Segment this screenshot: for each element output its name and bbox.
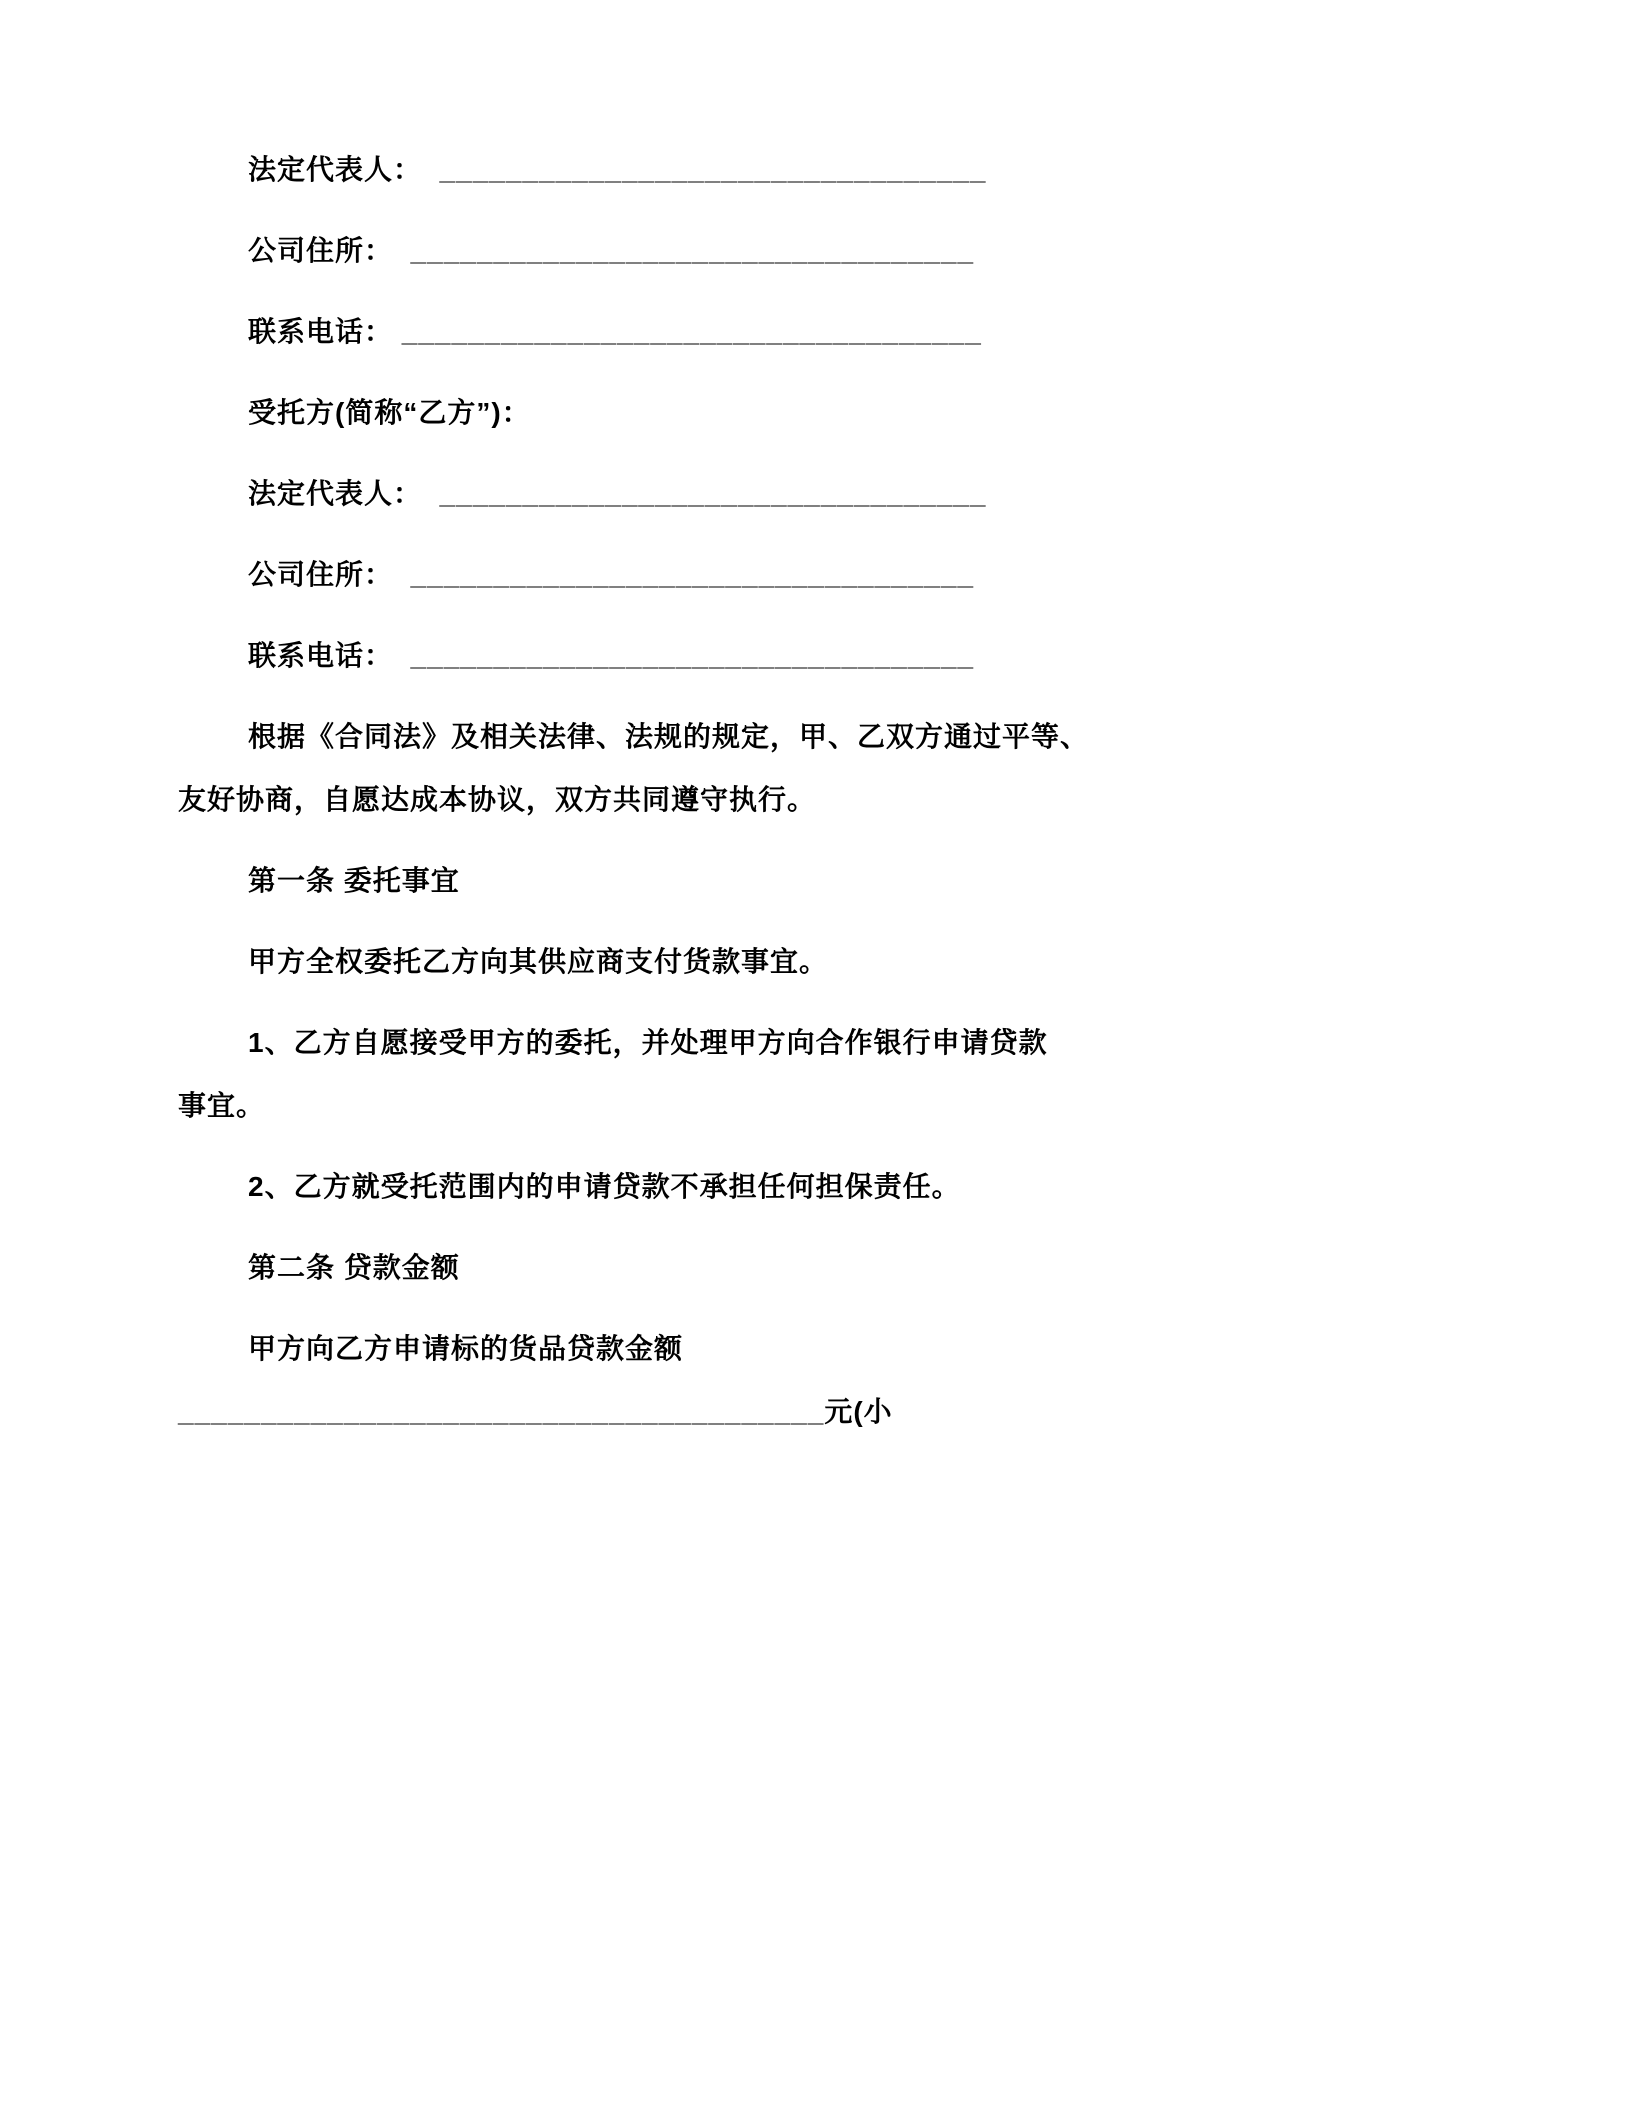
document-line-phone-a: 联系电话： ___________________________________ bbox=[248, 316, 982, 347]
document-line-clause-1b: 事宜。 bbox=[178, 1090, 266, 1121]
document-line-address-b: 公司住所： __________________________________ bbox=[248, 559, 975, 590]
document-line-clause-2: 2、乙方就受托范围内的申请贷款不承担任何担保责任。 bbox=[248, 1171, 961, 1202]
document-line-preamble-2: 友好协商，自愿达成本协议，双方共同遵守执行。 bbox=[178, 784, 817, 815]
document-line-amount-blank: _______________________________________元(小 bbox=[178, 1396, 893, 1427]
document-line-phone-b: 联系电话： __________________________________ bbox=[248, 640, 975, 671]
document-line-clause-1a: 1、乙方自愿接受甲方的委托，并处理甲方向合作银行申请贷款 bbox=[248, 1027, 1048, 1058]
document-heading-article-2: 第二条 贷款金额 bbox=[248, 1252, 460, 1283]
document-line-legal-rep-a: 法定代表人： _________________________________ bbox=[248, 154, 987, 185]
document-line-preamble-1: 根据《合同法》及相关法律、法规的规定，甲、乙双方通过平等、 bbox=[248, 721, 1090, 752]
document-line-article1-body: 甲方全权委托乙方向其供应商支付货款事宜。 bbox=[248, 946, 829, 977]
document-line-article2-body: 甲方向乙方申请标的货品贷款金额 bbox=[248, 1333, 684, 1364]
document-line-party-b-title: 受托方(简称“乙方”)： bbox=[248, 397, 531, 428]
document-heading-article-1: 第一条 委托事宜 bbox=[248, 865, 460, 896]
document-line-legal-rep-b: 法定代表人： _________________________________ bbox=[248, 478, 987, 509]
document-line-address-a: 公司住所： __________________________________ bbox=[248, 235, 975, 266]
